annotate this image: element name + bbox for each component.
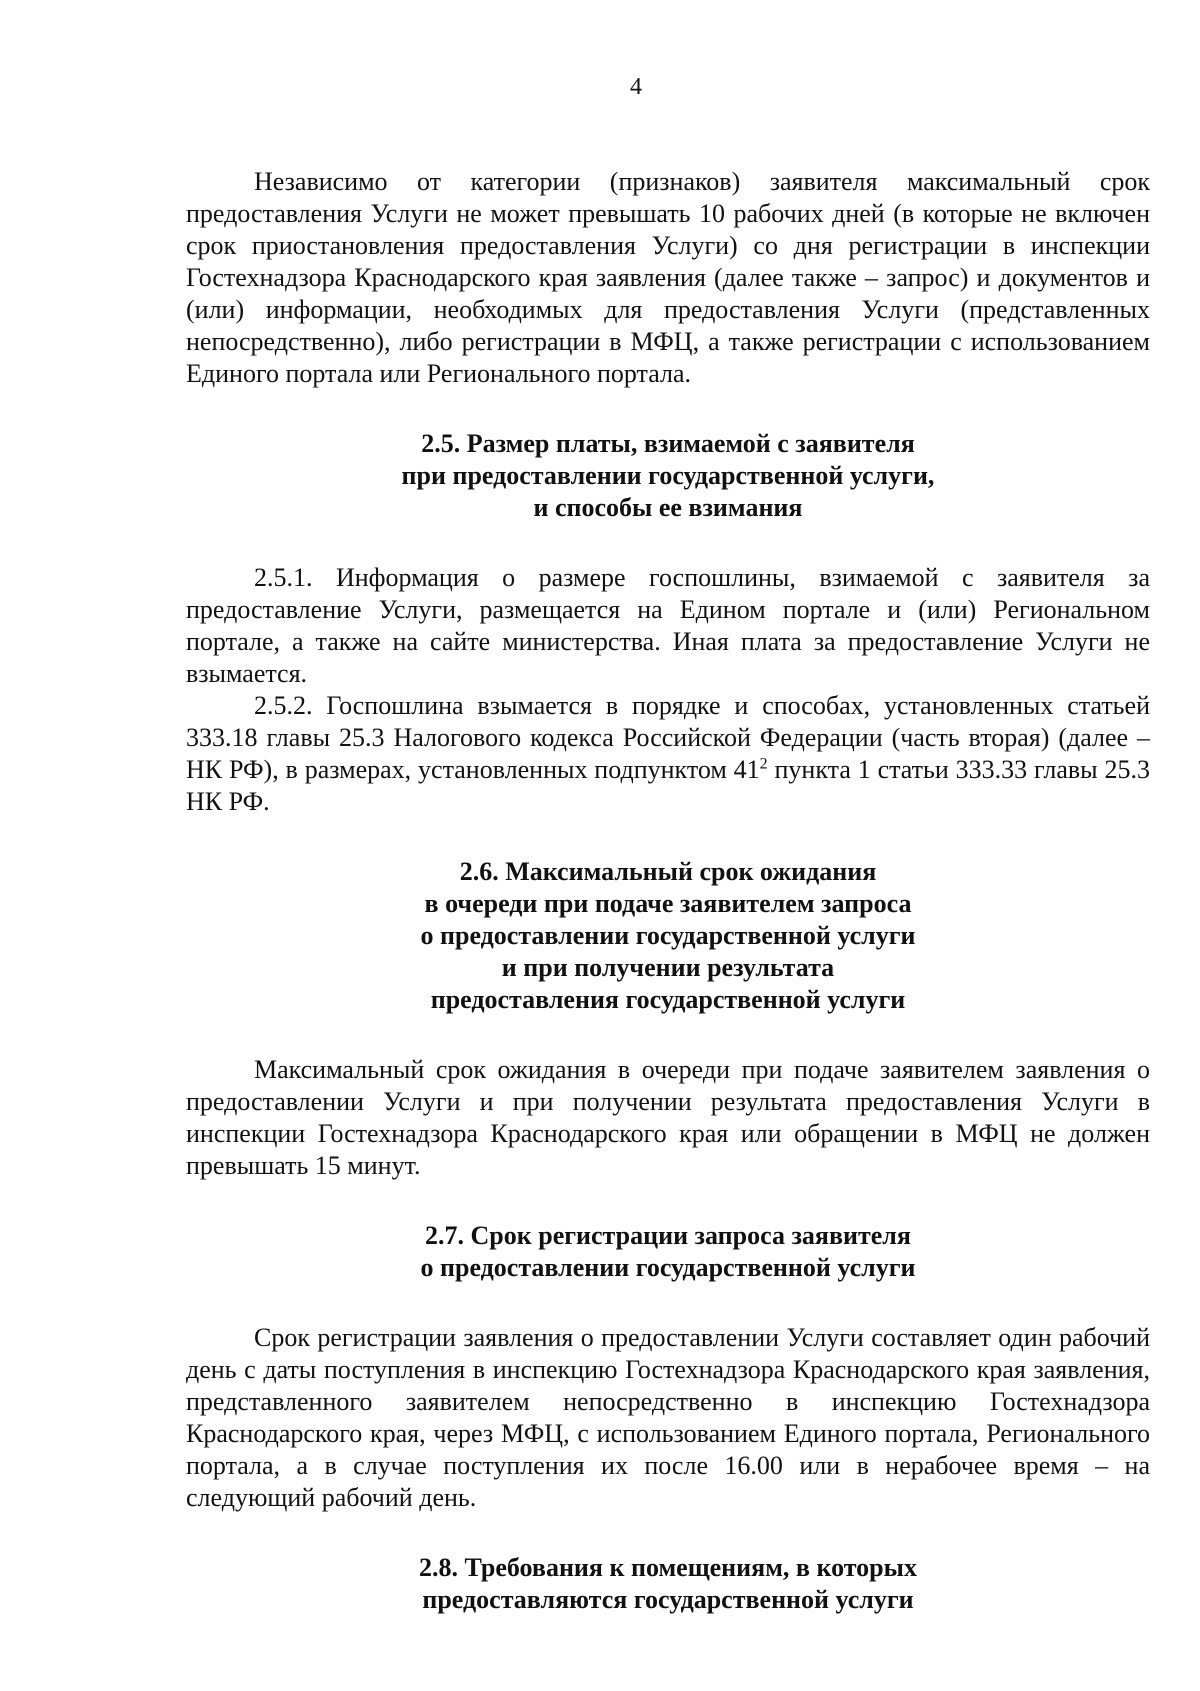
heading-line: о предоставлении государственной услуги [420,921,916,950]
paragraph-2-5-2 [186,690,1150,818]
paragraph-2-5-2-tail: пункта 1 статьи 333.33 главы 25.3 НК РФ. [186,755,1150,816]
heading-line: о предоставлении государственной услуги [420,1253,916,1282]
heading-line: 2.5. Размер платы, взимаемой с заявителя [421,429,915,458]
heading-line: 2.6. Максимальный срок ожидания [459,857,877,886]
heading-2-6 [186,856,1150,1016]
paragraph-2-5-1: 2.5.1. Информация о размере госпошлины, взимаемой с заявителя за предоставление Услуги, размещается на Едином портале и (или) Региональном портале, а также на сайте министерства. Иная плата за предоставление Услуги не взымается. [186,563,1150,688]
paragraph-2-5-2-text: 2.5.2. Госпошлина взымается в порядке и способах, установленных статьей 333.18 главы 25.3 Налогового кодекса Российской Федерации (часть вторая) (далее – НК РФ), в размерах, установленных подпунктом 41 [186,691,1150,784]
heading-line: 2.8. Требования к помещениям, в которых [419,1553,917,1582]
heading-line: и способы ее взимания [533,493,803,522]
document-body [186,166,1150,1616]
heading-line: предоставляются государственной услуги [422,1585,914,1614]
paragraph-2-6: Максимальный срок ожидания в очереди при подаче заявителем заявления о предоставлении Услуги и при получении результата предоставления Услуги в инспекции Гостехнадзора Краснодарского края или обращении в МФЦ не должен превышать 15 минут. [186,1055,1150,1180]
heading-2-5 [186,428,1150,524]
heading-line: в очереди при подаче заявителем запроса [424,889,912,918]
heading-line: и при получении результата [501,953,835,982]
superscript: 2 [759,755,768,773]
heading-2-8 [186,1552,1150,1616]
page-number: 4 [630,74,642,100]
paragraph-max-term: Независимо от категории (признаков) заявителя максимальный срок предоставления Услуги не может превышать 10 рабочих дней (в которые не включен срок приостановления предоставления Услуги) со дня регистрации в инспекции Гостехнадзора Краснодарского края заявления (далее также – запрос) и документов и (или) информации, необходимых для предоставления Услуги (представленных непосредственно), либо регистрации в МФЦ, а также регистрации с использованием Единого портала или Регионального портала. [186,167,1150,388]
heading-line: при предоставлении государственной услуги, [401,461,935,490]
heading-2-7 [186,1220,1150,1284]
paragraph-2-7: Срок регистрации заявления о предоставлении Услуги составляет один рабочий день с даты поступления в инспекцию Гостехнадзора Краснодарского края заявления, представленного заявителем непосредственно в инспекцию Гостехнадзора Краснодарского края, через МФЦ, с использованием Единого портала, Регионального портала, а в случае поступления их после 16.00 или в нерабочее время – на следующий рабочий день. [186,1323,1150,1512]
heading-line: 2.7. Срок регистрации запроса заявителя [425,1221,911,1250]
heading-line: предоставления государственной услуги [430,985,906,1014]
